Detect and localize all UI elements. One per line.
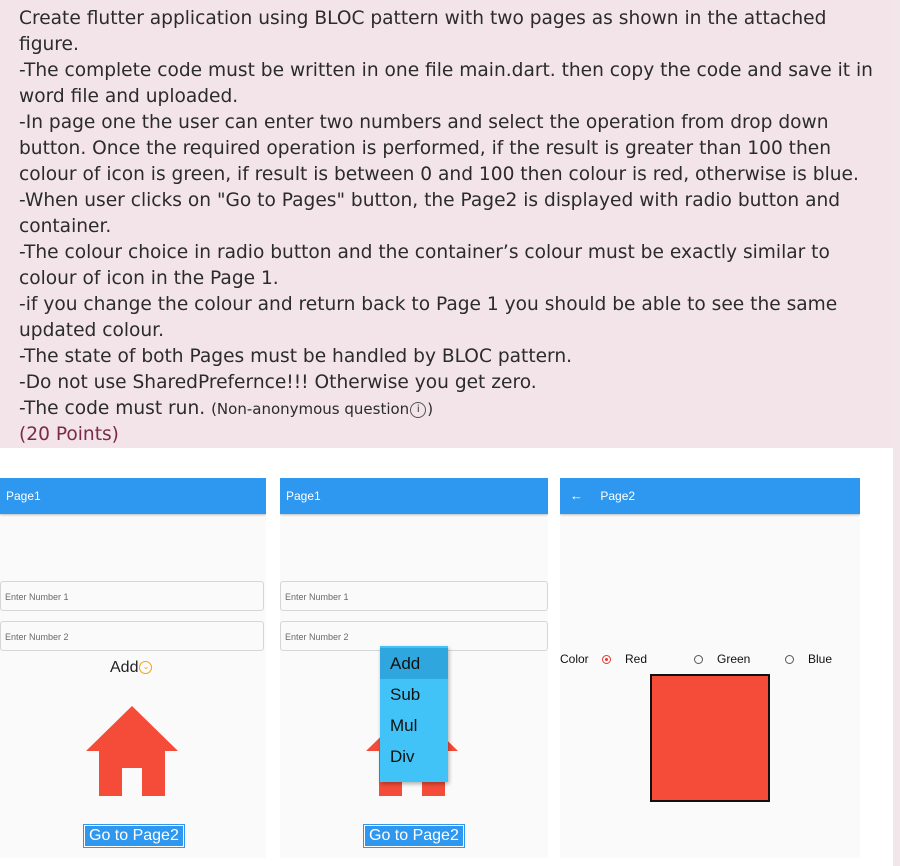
screenshots-area (0, 448, 893, 866)
q-line5: -The colour choice in radio button and the container’s colour must be exactly similar to colour of icon in the Page 1. (19, 242, 830, 289)
radio-blue[interactable]: Blue (785, 652, 832, 666)
appbar-title: Page1 (286, 489, 321, 503)
number2-field[interactable]: Enter Number 2 (280, 621, 548, 651)
q-intro: Create flutter application using BLOC pattern with two pages as shown in the attached figure. (19, 8, 827, 55)
q-line9-row (19, 396, 879, 422)
color-container (650, 674, 770, 802)
q-line4: -When user clicks on "Go to Pages" button, the Page2 is displayed with radio button and container. (19, 190, 841, 237)
screen-page2 (560, 478, 860, 858)
menu-item-sub[interactable]: Sub (390, 685, 421, 704)
number1-field[interactable]: Enter Number 1 (280, 581, 548, 611)
operation-menu (380, 646, 448, 782)
appbar-page1 (280, 478, 548, 514)
appbar-page1 (0, 478, 266, 514)
color-label: Color (560, 652, 589, 666)
home-icon (86, 706, 178, 796)
non-anonymous-note: (Non-anonymous question i ) (211, 400, 434, 418)
screen-page1 (0, 478, 266, 858)
appbar-title: Page1 (6, 489, 41, 503)
appbar-title: Page2 (600, 489, 636, 503)
q-line9: -The code must run. (19, 398, 206, 419)
number1-field[interactable]: Enter Number 1 (0, 581, 264, 611)
dropdown-arrow-icon: ⌄ (139, 661, 152, 674)
menu-item-mul[interactable]: Mul (390, 716, 418, 735)
radio-icon (785, 655, 794, 664)
menu-item-add[interactable]: Add (380, 648, 448, 679)
menu-item-div[interactable]: Div (390, 747, 415, 766)
go-to-page2-button[interactable]: Go to Page2 (84, 825, 184, 847)
back-arrow-icon[interactable]: ← (570, 488, 583, 503)
radio-selected-icon (602, 655, 611, 664)
q-line2: -The complete code must be written in one file main.dart. then copy the code and save it in word file and uploaded. (19, 60, 873, 107)
radio-green[interactable]: Green (694, 652, 750, 666)
q-line6: -if you change the colour and return back to Page 1 you should be able to see the same updated colour. (19, 294, 838, 341)
operation-dropdown[interactable]: Add ⌄ (110, 659, 152, 677)
appbar-page2 (560, 478, 860, 514)
info-icon[interactable]: i (410, 402, 426, 418)
q-line3: -In page one the user can enter two numbers and select the operation from drop down button. Once the required operation is performed, if the result is greater than 100 then colour of icon is green, if result is between 0 and 100 then colour is red, otherwise is blue. (19, 112, 859, 185)
radio-red[interactable]: Red (602, 652, 647, 666)
radio-icon (694, 655, 703, 664)
points-label: (20 Points) (19, 424, 119, 445)
number2-field[interactable]: Enter Number 2 (0, 621, 264, 651)
q-line7: -The state of both Pages must be handled by BLOC pattern. (19, 346, 573, 367)
q-line8: -Do not use SharedPrefernce!!! Otherwise you get zero. (19, 372, 537, 393)
go-to-page2-button[interactable]: Go to Page2 (364, 825, 464, 847)
question-text (19, 6, 879, 448)
